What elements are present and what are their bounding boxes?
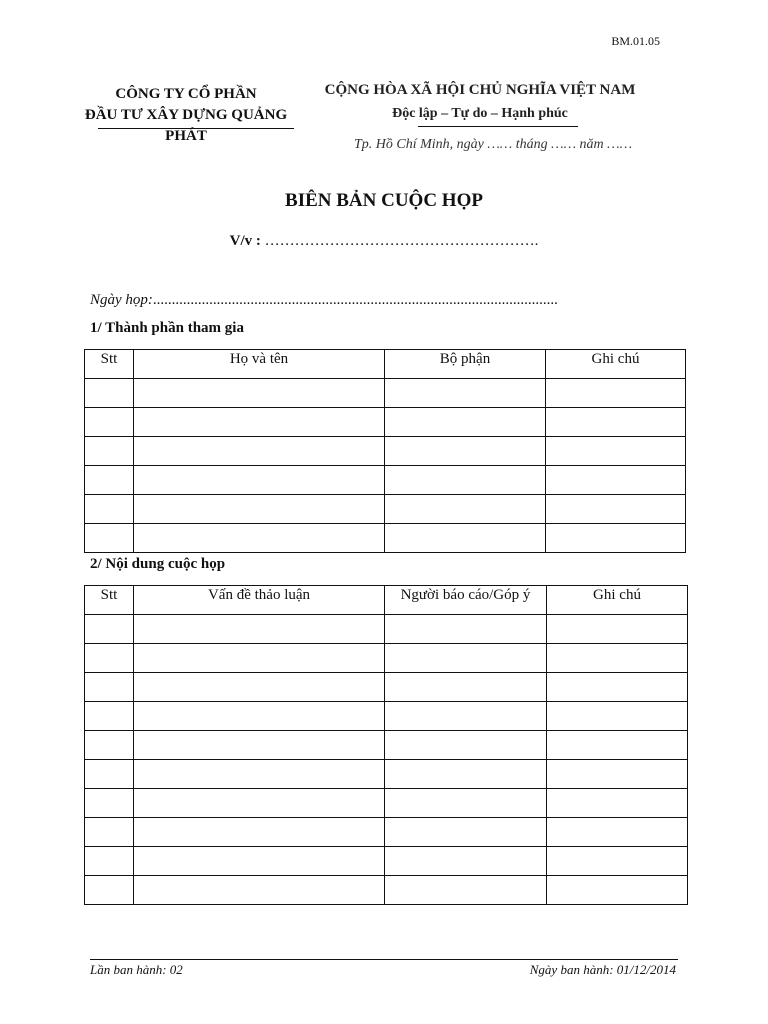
table-cell[interactable] (85, 524, 134, 553)
company-underline (98, 128, 294, 129)
table-row (85, 818, 688, 847)
table-cell[interactable] (134, 702, 385, 731)
footer-issue-number: Lần ban hành: 02 (90, 962, 183, 977)
table-cell[interactable] (547, 644, 688, 673)
table-cell[interactable] (385, 760, 547, 789)
table-row (85, 524, 686, 553)
agenda-col-topic: Vấn đề thảo luận (134, 586, 385, 615)
company-name-line1: CÔNG TY CỔ PHẦN (115, 86, 257, 102)
table-cell[interactable] (547, 702, 688, 731)
table-cell[interactable] (134, 615, 385, 644)
table-row (85, 876, 688, 905)
section1-heading: 1/ Thành phần tham gia (90, 320, 244, 336)
table-cell[interactable] (385, 495, 546, 524)
attendees-col-note: Ghi chú (546, 350, 686, 379)
table-row (85, 847, 688, 876)
attendees-col-stt: Stt (85, 350, 134, 379)
table-row (85, 615, 688, 644)
table-cell[interactable] (134, 495, 385, 524)
table-cell[interactable] (85, 408, 134, 437)
table-row (85, 379, 686, 408)
table-cell[interactable] (385, 673, 547, 702)
table-row (85, 673, 688, 702)
table-cell[interactable] (134, 466, 385, 495)
table-row (85, 644, 688, 673)
table-cell[interactable] (134, 524, 385, 553)
table-cell[interactable] (547, 847, 688, 876)
meeting-date-line (90, 292, 558, 309)
agenda-col-reporter: Người báo cáo/Góp ý (385, 586, 547, 615)
table-cell[interactable] (385, 466, 546, 495)
table-cell[interactable] (385, 644, 547, 673)
table-cell[interactable] (547, 731, 688, 760)
table-row (85, 702, 688, 731)
table-cell[interactable] (85, 702, 134, 731)
table-cell[interactable] (85, 495, 134, 524)
subject-line (0, 233, 768, 250)
table-row (85, 495, 686, 524)
table-row (85, 466, 686, 495)
table-cell[interactable] (385, 408, 546, 437)
table-row (85, 731, 688, 760)
table-cell[interactable] (85, 437, 134, 466)
meeting-date-label: Ngày họp: (90, 292, 153, 308)
table-cell[interactable] (385, 615, 547, 644)
table-cell[interactable] (85, 847, 134, 876)
footer-rule (90, 959, 678, 960)
table-cell[interactable] (134, 847, 385, 876)
table-cell[interactable] (385, 818, 547, 847)
table-cell[interactable] (546, 408, 686, 437)
table-cell[interactable] (85, 644, 134, 673)
table-cell[interactable] (134, 673, 385, 702)
table-cell[interactable] (85, 466, 134, 495)
table-row (85, 760, 688, 789)
table-cell[interactable] (85, 379, 134, 408)
form-code: BM.01.05 (611, 34, 660, 48)
table-cell[interactable] (134, 876, 385, 905)
table-cell[interactable] (385, 847, 547, 876)
table-cell[interactable] (547, 615, 688, 644)
agenda-col-stt: Stt (85, 586, 134, 615)
table-row (85, 437, 686, 466)
agenda-col-note: Ghi chú (547, 586, 688, 615)
table-cell[interactable] (85, 818, 134, 847)
attendees-col-name: Họ và tên (134, 350, 385, 379)
table-cell[interactable] (85, 673, 134, 702)
table-cell[interactable] (134, 379, 385, 408)
table-cell[interactable] (85, 789, 134, 818)
table-cell[interactable] (547, 673, 688, 702)
table-cell[interactable] (134, 789, 385, 818)
table-cell[interactable] (385, 731, 547, 760)
table-row (85, 408, 686, 437)
subject-dots: ………………………………………………. (264, 233, 539, 249)
company-name (80, 84, 292, 147)
company-name-line2: ĐẦU TƯ XÂY DỰNG QUẢNG PHÁT (84, 107, 288, 144)
table-cell[interactable] (385, 789, 547, 818)
table-cell[interactable] (546, 466, 686, 495)
table-cell[interactable] (385, 702, 547, 731)
attendees-col-department: Bộ phận (385, 350, 546, 379)
nation-name: CỘNG HÒA XÃ HỘI CHỦ NGHĨA VIỆT NAM (324, 82, 636, 98)
footer-issue-date: Ngày ban hành: 01/12/2014 (529, 962, 676, 977)
table-cell[interactable] (547, 789, 688, 818)
nation-motto: Độc lập – Tự do – Hạnh phúc (392, 106, 568, 121)
attendees-table-body (85, 379, 686, 553)
table-cell[interactable] (134, 818, 385, 847)
table-cell[interactable] (134, 437, 385, 466)
table-cell[interactable] (85, 731, 134, 760)
table-cell[interactable] (546, 524, 686, 553)
table-cell[interactable] (547, 876, 688, 905)
table-cell[interactable] (385, 524, 546, 553)
motto-underline (418, 126, 578, 127)
table-cell[interactable] (85, 615, 134, 644)
table-cell[interactable] (134, 644, 385, 673)
table-cell[interactable] (134, 760, 385, 789)
table-row (85, 789, 688, 818)
agenda-table (84, 585, 688, 905)
table-cell[interactable] (546, 379, 686, 408)
table-cell[interactable] (547, 760, 688, 789)
section2-heading: 2/ Nội dung cuộc họp (90, 556, 226, 572)
subject-label: V/v : (229, 233, 261, 249)
table-cell[interactable] (546, 437, 686, 466)
table-cell[interactable] (385, 437, 546, 466)
table-cell[interactable] (546, 495, 686, 524)
table-cell[interactable] (547, 818, 688, 847)
table-cell[interactable] (385, 379, 546, 408)
document-title: BIÊN BẢN CUỘC HỌP (285, 190, 483, 211)
table-cell[interactable] (134, 408, 385, 437)
table-cell[interactable] (85, 876, 134, 905)
table-cell[interactable] (134, 731, 385, 760)
meeting-date-dots: ............................................................................................................ (152, 292, 558, 308)
table-cell[interactable] (385, 876, 547, 905)
attendees-table (84, 349, 686, 553)
place-date: Tp. Hồ Chí Minh, ngày …… tháng …… năm …… (353, 137, 633, 152)
agenda-table-body (85, 615, 688, 905)
table-cell[interactable] (85, 760, 134, 789)
